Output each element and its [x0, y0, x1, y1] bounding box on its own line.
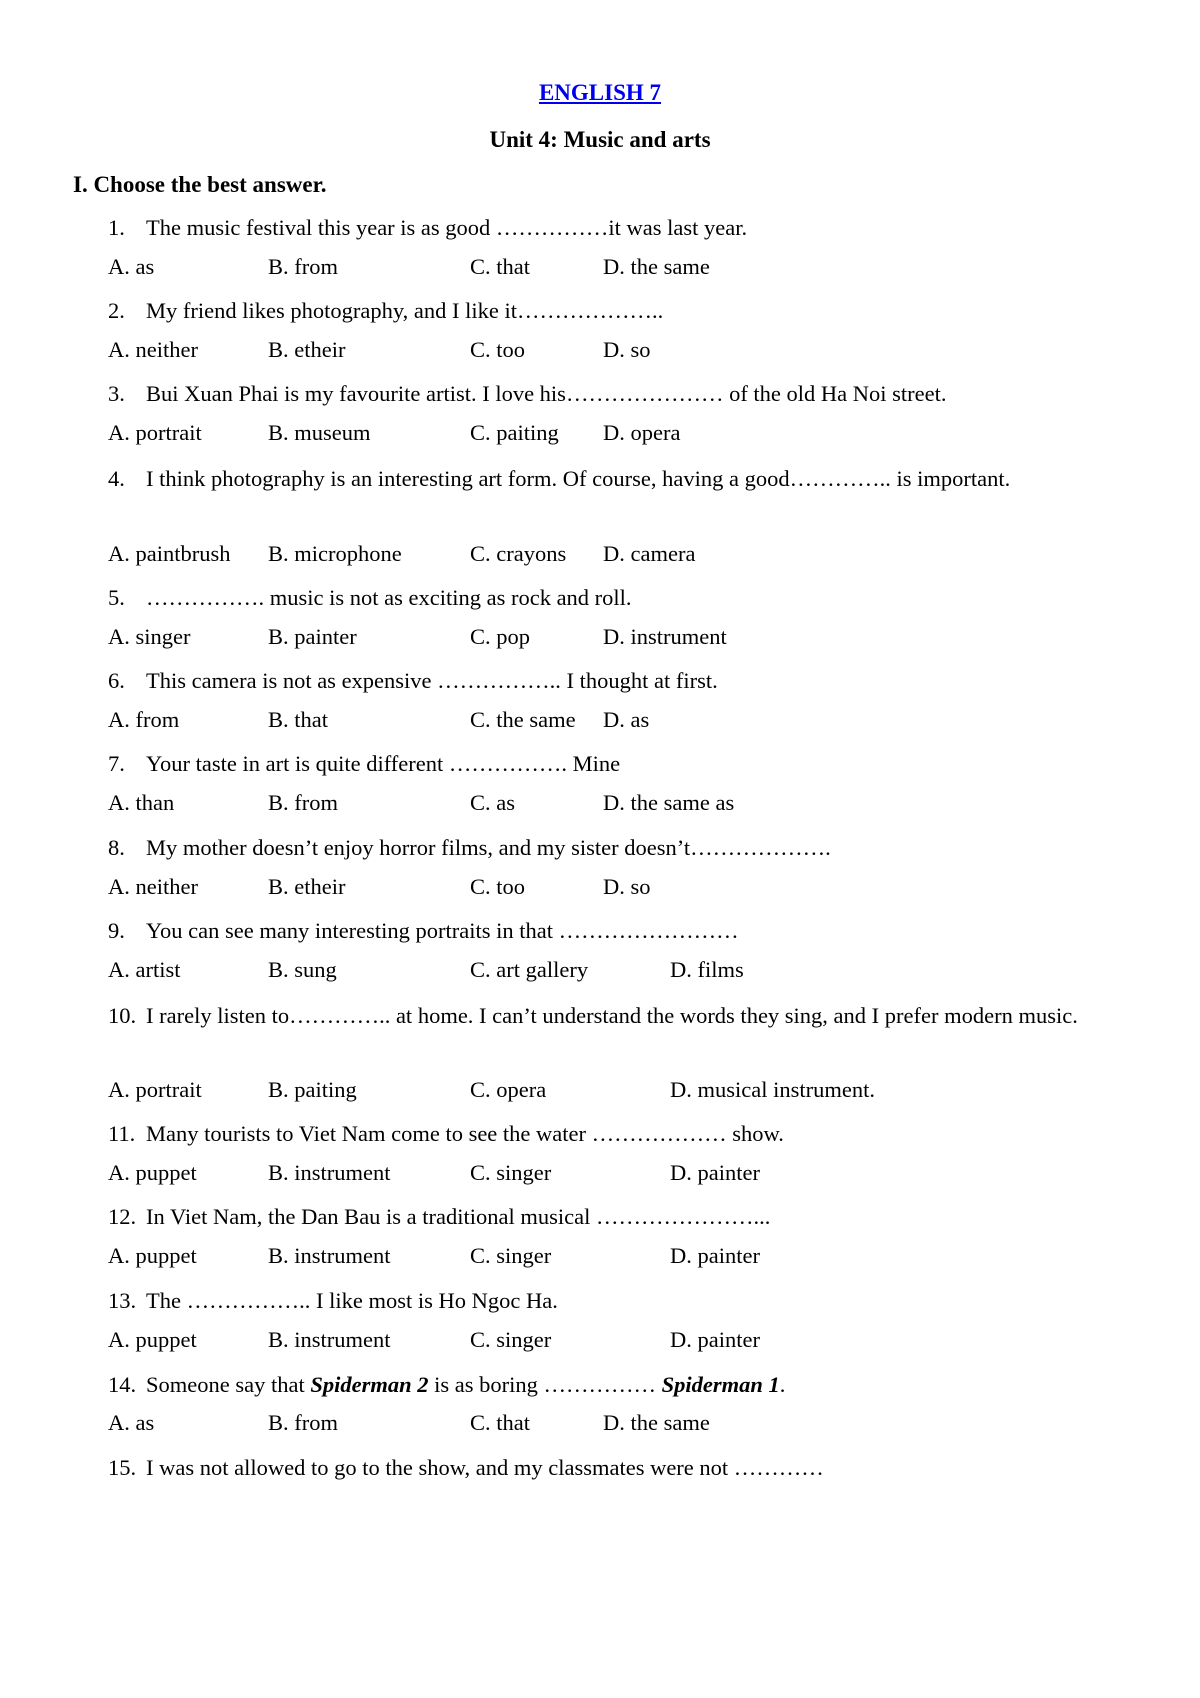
- answer-option-b[interactable]: B. instrument: [268, 1327, 391, 1352]
- answer-option-c[interactable]: C. opera: [470, 1077, 547, 1102]
- answer-option-d[interactable]: D. the same: [603, 254, 710, 279]
- question-text-part: .: [779, 1372, 786, 1397]
- question-item: [108, 744, 1130, 784]
- question-number: 10.: [108, 1003, 137, 1028]
- question-number: 5.: [108, 585, 125, 610]
- question-number: 9.: [108, 918, 125, 943]
- answer-option-c[interactable]: C. paiting: [470, 420, 559, 445]
- question-text: [146, 291, 1130, 331]
- question-item: [108, 1281, 1130, 1321]
- question-text: [146, 459, 1130, 499]
- answer-option-c[interactable]: C. too: [470, 874, 526, 899]
- answer-option-d[interactable]: D. so: [603, 874, 651, 899]
- answer-option-c[interactable]: C. crayons: [470, 541, 567, 566]
- question-text: [146, 661, 1130, 701]
- question-item: [108, 1365, 1130, 1405]
- answer-option-b[interactable]: B. from: [268, 790, 338, 815]
- answer-options: [108, 1243, 1130, 1279]
- answer-option-c[interactable]: C. art gallery: [470, 957, 589, 982]
- answer-option-b[interactable]: B. etheir: [268, 337, 346, 362]
- question-text-part: You can see many interesting portraits in that ……………………: [146, 918, 739, 943]
- answer-option-c[interactable]: C. too: [470, 337, 526, 362]
- question-text: [146, 1448, 1130, 1488]
- answer-option-d[interactable]: D. opera: [603, 420, 681, 445]
- question-item: [108, 911, 1130, 951]
- question-item: [108, 459, 1130, 499]
- answer-option-d[interactable]: D. painter: [670, 1160, 760, 1185]
- answer-option-a[interactable]: A. than: [108, 790, 175, 815]
- question-item: [108, 1114, 1130, 1154]
- question-text-part: I was not allowed to go to the show, and my classmates were not …………: [146, 1455, 824, 1480]
- answer-option-c[interactable]: C. that: [470, 254, 530, 279]
- question-title-emphasis: Spiderman 1: [661, 1372, 780, 1397]
- question-text: [146, 1114, 1130, 1154]
- answer-option-a[interactable]: A. portrait: [108, 420, 202, 445]
- answer-option-a[interactable]: A. as: [108, 254, 155, 279]
- question-text: [146, 1197, 1130, 1237]
- question-text-part: Many tourists to Viet Nam come to see the water ……………… show.: [146, 1121, 784, 1146]
- answer-options: [108, 1077, 1130, 1113]
- question-item: [108, 661, 1130, 701]
- question-text-part: Someone say that: [146, 1372, 311, 1397]
- question-number: 15.: [108, 1455, 137, 1480]
- question-number: 1.: [108, 215, 125, 240]
- answer-option-b[interactable]: B. microphone: [268, 541, 402, 566]
- answer-option-d[interactable]: D. musical instrument.: [670, 1077, 875, 1102]
- answer-option-d[interactable]: D. films: [670, 957, 744, 982]
- answer-option-b[interactable]: B. paiting: [268, 1077, 357, 1102]
- answer-option-a[interactable]: A. singer: [108, 624, 191, 649]
- question-title-emphasis: Spiderman 2: [310, 1372, 429, 1397]
- answer-options: [108, 957, 1130, 993]
- answer-options: [108, 541, 1130, 577]
- question-number: 7.: [108, 751, 125, 776]
- question-text: [146, 578, 1130, 618]
- answer-options: [108, 624, 1130, 660]
- question-text: [146, 374, 1130, 414]
- answer-option-c[interactable]: C. pop: [470, 624, 531, 649]
- question-text: [146, 996, 1130, 1036]
- answer-options: [108, 1160, 1130, 1196]
- question-number: 2.: [108, 298, 125, 323]
- answer-option-a[interactable]: A. artist: [108, 957, 181, 982]
- answer-option-c[interactable]: C. the same: [470, 707, 576, 732]
- answer-option-a[interactable]: A. paintbrush: [108, 541, 231, 566]
- answer-options: [108, 254, 1130, 290]
- answer-option-d[interactable]: D. so: [603, 337, 651, 362]
- question-text: [146, 828, 1130, 868]
- question-number: 11.: [108, 1121, 136, 1146]
- answer-option-c[interactable]: C. singer: [470, 1327, 552, 1352]
- question-text: [146, 744, 1130, 784]
- question-item: [108, 208, 1130, 248]
- question-number: 12.: [108, 1204, 137, 1229]
- question-item: [108, 1448, 1130, 1488]
- answer-option-c[interactable]: C. that: [470, 1410, 530, 1435]
- answer-options: [108, 790, 1130, 826]
- answer-option-d[interactable]: D. as: [603, 707, 650, 732]
- answer-option-c[interactable]: C. singer: [470, 1243, 552, 1268]
- answer-option-d[interactable]: D. instrument: [603, 624, 727, 649]
- question-text: [146, 208, 1130, 248]
- answer-option-a[interactable]: A. portrait: [108, 1077, 202, 1102]
- answer-option-d[interactable]: D. camera: [603, 541, 696, 566]
- question-text-part: My friend likes photography, and I like it………………..: [146, 298, 664, 323]
- answer-options: [108, 874, 1130, 910]
- question-text-part: In Viet Nam, the Dan Bau is a traditional musical …………………...: [146, 1204, 771, 1229]
- answer-option-b[interactable]: B. that: [268, 707, 328, 732]
- question-item: [108, 374, 1130, 414]
- answer-option-b[interactable]: B. sung: [268, 957, 337, 982]
- answer-option-d[interactable]: D. painter: [670, 1243, 760, 1268]
- answer-options: [108, 420, 1130, 456]
- answer-option-b[interactable]: B. instrument: [268, 1160, 391, 1185]
- question-text-part: ……………. music is not as exciting as rock and roll.: [146, 585, 632, 610]
- question-item: [108, 1197, 1130, 1237]
- answer-option-b[interactable]: B. from: [268, 1410, 338, 1435]
- answer-option-d[interactable]: D. the same as: [603, 790, 735, 815]
- question-text: [146, 1365, 1130, 1405]
- question-text-part: My mother doesn’t enjoy horror films, and my sister doesn’t……………….: [146, 835, 831, 860]
- question-text-part: I think photography is an interesting art form. Of course, having a good………….. is important.: [146, 466, 1011, 491]
- answer-option-d[interactable]: D. the same: [603, 1410, 710, 1435]
- answer-options: [108, 1410, 1130, 1446]
- answer-option-b[interactable]: B. etheir: [268, 874, 346, 899]
- answer-option-a[interactable]: A. from: [108, 707, 180, 732]
- question-text-part: I rarely listen to………….. at home. I can’t understand the words they sing, and I prefer modern music.: [146, 1003, 1078, 1028]
- unit-title: Unit 4: Music and arts: [489, 127, 711, 152]
- question-text-part: Bui Xuan Phai is my favourite artist. I love his………………… of the old Ha Noi street.: [146, 381, 947, 406]
- answer-options: [108, 1327, 1130, 1363]
- question-item: [108, 578, 1130, 618]
- answer-option-a[interactable]: A. as: [108, 1410, 155, 1435]
- answer-option-a[interactable]: A. puppet: [108, 1327, 197, 1352]
- question-text-part: The …………….. I like most is Ho Ngoc Ha.: [146, 1288, 558, 1313]
- answer-option-b[interactable]: B. from: [268, 254, 338, 279]
- question-text: [146, 911, 1130, 951]
- answer-option-b[interactable]: B. instrument: [268, 1243, 391, 1268]
- answer-option-a[interactable]: A. neither: [108, 337, 198, 362]
- answer-option-b[interactable]: B. museum: [268, 420, 371, 445]
- answer-options: [108, 707, 1130, 743]
- answer-option-c[interactable]: C. singer: [470, 1160, 552, 1185]
- question-item: [108, 291, 1130, 331]
- question-number: 4.: [108, 466, 125, 491]
- question-text-part: is as boring ……………: [428, 1372, 662, 1397]
- answer-option-a[interactable]: A. neither: [108, 874, 198, 899]
- question-number: 13.: [108, 1288, 137, 1313]
- question-number: 6.: [108, 668, 125, 693]
- question-text: [146, 1281, 1130, 1321]
- question-number: 14.: [108, 1372, 137, 1397]
- course-title-link[interactable]: ENGLISH 7: [538, 80, 662, 105]
- question-number: 8.: [108, 835, 125, 860]
- answer-option-a[interactable]: A. puppet: [108, 1160, 197, 1185]
- question-number: 3.: [108, 381, 125, 406]
- question-text-part: The music festival this year is as good ……………it was last year.: [146, 215, 748, 240]
- question-item: [108, 996, 1130, 1036]
- answer-options: [108, 337, 1130, 373]
- answer-option-a[interactable]: A. puppet: [108, 1243, 197, 1268]
- answer-option-d[interactable]: D. painter: [670, 1327, 760, 1352]
- question-text-part: This camera is not as expensive …………….. I thought at first.: [146, 668, 718, 693]
- question-text-part: Your taste in art is quite different ……………. Mine: [146, 751, 621, 776]
- answer-option-c[interactable]: C. as: [470, 790, 515, 815]
- answer-option-b[interactable]: B. painter: [268, 624, 357, 649]
- question-item: [108, 828, 1130, 868]
- section-heading: I. Choose the best answer.: [73, 172, 327, 197]
